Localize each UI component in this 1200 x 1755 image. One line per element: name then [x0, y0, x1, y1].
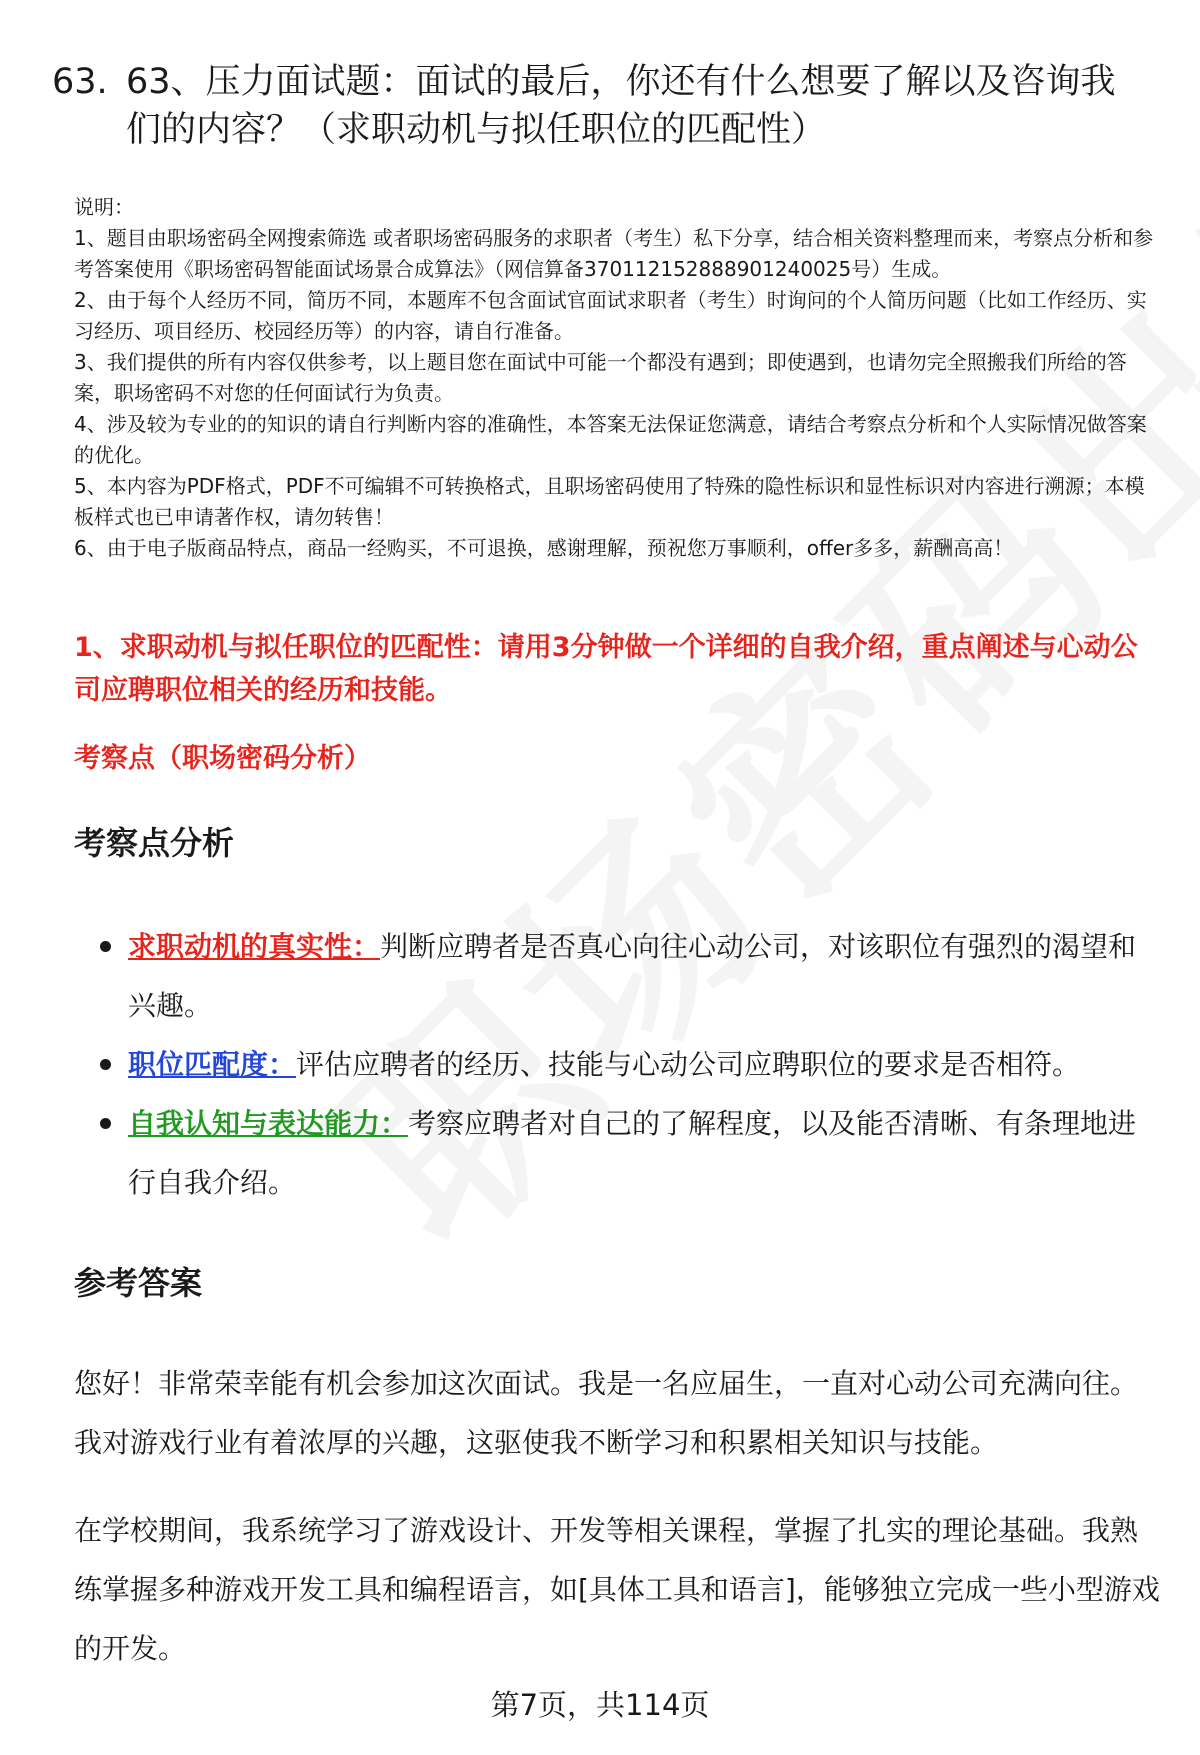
- bullet-icon: [100, 1118, 111, 1129]
- answer-heading: 参考答案: [74, 1264, 203, 1302]
- analysis-item-text: 考察应聘者对自己的了解程度，以及能否清晰、有条理地进行自我介绍。: [128, 1107, 1137, 1199]
- analysis-item: [100, 1094, 1160, 1212]
- sub-question: 1、求职动机与拟任职位的匹配性：请用3分钟做一个详细的自我介绍，重点阐述与心动公司应聘职位相关的经历和技能。: [74, 632, 1138, 706]
- notes-heading: 说明：: [74, 195, 134, 219]
- note-item: 2、由于每个人经历不同，简历不同，本题库不包含面试官面试求职者（考生）时询问的个人简历问题（比如工作经历、实习经历、项目经历、校园经历等）的内容，请自行准备。: [74, 288, 1147, 343]
- answer-paragraph: 在学校期间，我系统学习了游戏设计、开发等相关课程，掌握了扎实的理论基础。我熟练掌握多种游戏开发工具和编程语言，如[具体工具和语言]，能够独立完成一些小型游戏的开发。: [74, 1514, 1160, 1665]
- analysis-list: [100, 917, 1160, 1212]
- note-item: 3、我们提供的所有内容仅供参考，以上题目您在面试中可能一个都没有遇到；即使遇到，也请勿完全照搬我们所给的答案，职场密码不对您的任何面试行为负责。: [74, 350, 1127, 405]
- bullet-icon: [100, 1059, 111, 1070]
- analysis-item: [100, 1035, 1160, 1094]
- question-title: [52, 58, 1152, 154]
- analysis-heading: 考察点分析: [74, 824, 235, 862]
- analysis-item: [100, 917, 1160, 1035]
- bullet-icon: [100, 941, 111, 952]
- question-number: 63.: [52, 62, 108, 102]
- answer-paragraph: 您好！非常荣幸能有机会参加这次面试。我是一名应届生，一直对心动公司充满向往。我对游戏行业有着浓厚的兴趣，这驱使我不断学习和积累相关知识与技能。: [74, 1367, 1139, 1459]
- analysis-item-text: 判断应聘者是否真心向往心动公司，对该职位有强烈的渴望和兴趣。: [128, 930, 1137, 1022]
- notes-block: [74, 192, 1160, 564]
- analysis-item-label: 求职动机的真实性：: [128, 930, 381, 963]
- note-item: 5、本内容为PDF格式，PDF不可编辑不可转换格式，且职场密码使用了特殊的隐性标识和显性标识对内容进行溯源；本模板样式也已申请著作权，请勿转售！: [74, 474, 1145, 529]
- question-text: 63、压力面试题：面试的最后，你还有什么想要了解以及咨询我们的内容？（求职动机与拟任职位的匹配性）: [126, 62, 1116, 150]
- analysis-item-label: 自我认知与表达能力：: [128, 1107, 409, 1140]
- analysis-item-label: 职位匹配度：: [128, 1048, 297, 1081]
- page-footer: 第7页，共114页: [490, 1688, 710, 1722]
- note-item: 6、由于电子版商品特点，商品一经购买，不可退换，感谢理解，预祝您万事顺利，offer多多，薪酬高高！: [74, 536, 1014, 560]
- answer-body: [74, 1354, 1160, 1707]
- note-item: 1、题目由职场密码全网搜索筛选 或者职场密码服务的求职者（考生）私下分享，结合相关资料整理而来，考察点分析和参考答案使用《职场密码智能面试场景合成算法》（网信算备370112152888901240025号）生成。: [74, 226, 1154, 281]
- note-item: 4、涉及较为专业的的知识的请自行判断内容的准确性，本答案无法保证您满意，请结合考察点分析和个人实际情况做答案的优化。: [74, 412, 1147, 467]
- key-points-label: 考察点（职场密码分析）: [74, 743, 371, 774]
- analysis-item-text: 评估应聘者的经历、技能与心动公司应聘职位的要求是否相符。: [296, 1048, 1081, 1081]
